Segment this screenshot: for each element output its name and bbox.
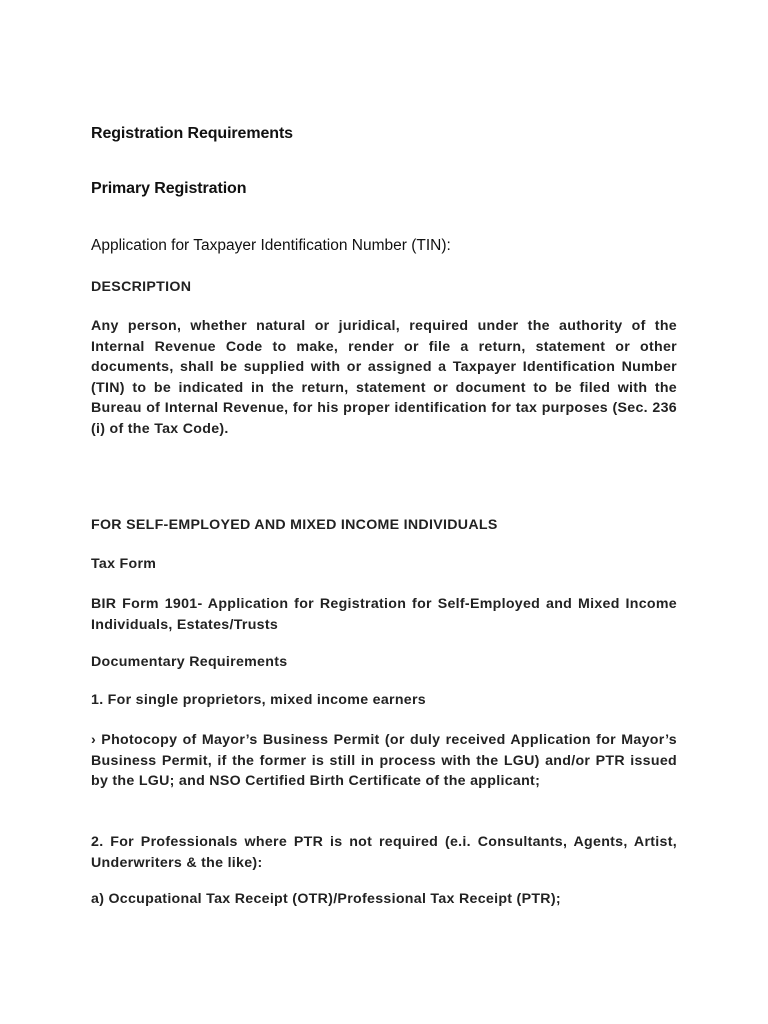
description-paragraph: Any person, whether natural or juridical, required under the authority of the Internal Revenue Code to make, render or file a return, statement or other documents, shall be supplied with or assigned a Taxpayer Identification Number (TIN) to be indicated in the return, statement or document to be filed with the Bureau of Internal Revenue, for his proper identification for tax purposes (Sec. 236 (i) of the Tax Code). [91, 318, 677, 437]
document-subtitle: Primary Registration [91, 180, 247, 197]
application-heading: Application for Taxpayer Identification Number (TIN): [91, 237, 451, 254]
item-1-heading: 1. For single proprietors, mixed income earners [91, 692, 426, 708]
document-title: Registration Requirements [91, 125, 293, 142]
description-label: DESCRIPTION [91, 279, 192, 295]
item-2a: a) Occupational Tax Receipt (OTR)/Professional Tax Receipt (PTR); [91, 891, 561, 907]
item-2-heading: 2. For Professionals where PTR is not required (e.i. Consultants, Agents, Artist, Underwriters & the like): [91, 834, 677, 871]
item-1-bullet: › Photocopy of Mayor’s Business Permit (or duly received Application for Mayor’s Business Permit, if the former is still in process with the LGU) and/or PTR issued by the LGU; and NSO Certified Birth Certificate of the applicant; [91, 732, 677, 789]
tax-form-paragraph: BIR Form 1901- Application for Registration for Self-Employed and Mixed Income Individuals, Estates/Trusts [91, 596, 677, 633]
section-heading: FOR SELF-EMPLOYED AND MIXED INCOME INDIVIDUALS [91, 517, 498, 533]
documentary-requirements-label: Documentary Requirements [91, 654, 288, 670]
tax-form-label: Tax Form [91, 556, 157, 572]
